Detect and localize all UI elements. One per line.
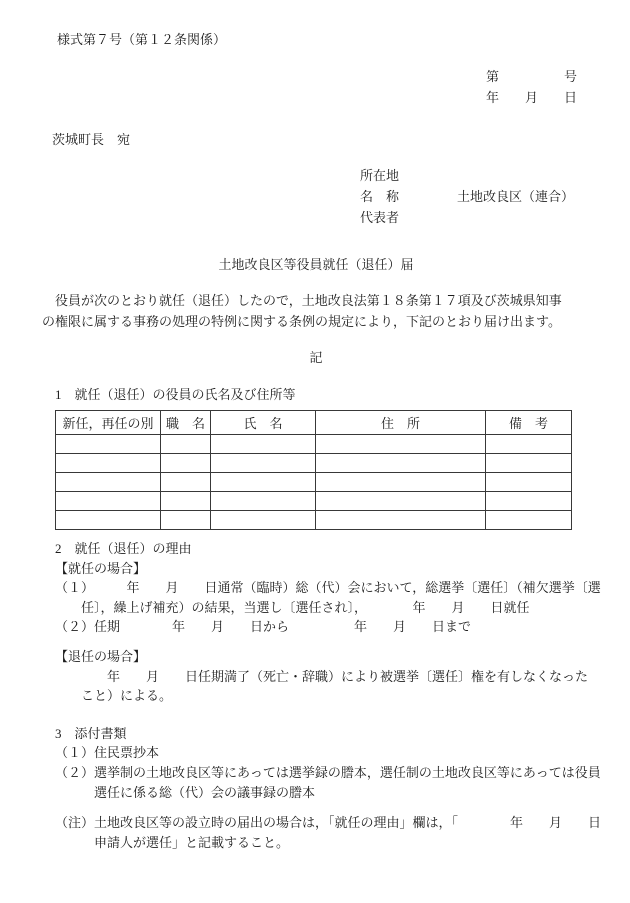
addressee: 茨城町長 宛 [52, 132, 131, 147]
table-empty-cell [211, 473, 316, 492]
table-empty-cell [316, 492, 486, 511]
table-empty-cell [161, 435, 211, 454]
table-empty-cell [56, 492, 161, 511]
note-line: （注）土地改良区等の設立時の届出の場合は，「就任の理由」欄は，「 年 月 日 [55, 815, 602, 831]
retirement-reason-line: こと）による。 [55, 688, 173, 704]
retirement-case-label: 【退任の場合】 [55, 648, 147, 664]
body-paragraph [42, 291, 602, 332]
table-empty-cell [316, 454, 486, 473]
table-row [56, 454, 572, 473]
sender-name-line [360, 186, 602, 207]
table-header-cell: 住 所 [316, 411, 486, 435]
table-empty-cell [56, 435, 161, 454]
table-empty-cell [161, 492, 211, 511]
table-empty-cell [211, 511, 316, 530]
table-empty-cell [486, 473, 572, 492]
retirement-reason-line: 年 月 日任期満了（死亡・辞職）により被選挙〔選任〕権を有しなくなった [55, 668, 589, 684]
document-number-block [55, 66, 577, 108]
officers-table [55, 410, 572, 530]
table-empty-cell [56, 511, 161, 530]
sender-name-label: 名 称 [360, 189, 400, 204]
sender-block [360, 165, 602, 228]
section3-heading: 3 添付書類 [55, 725, 127, 741]
table-empty-cell [486, 454, 572, 473]
table-empty-cell [316, 473, 486, 492]
table-empty-cell [211, 492, 316, 511]
inauguration-item2-term: （２）任期 年 月 日から 年 月 日まで [55, 619, 472, 635]
note-line: 申請人が選任」と記載すること。 [55, 834, 290, 850]
body-paragraph-line: 役員が次のとおり就任（退任）したので，土地改良法第１８条第１７項及び茨城県知事 [42, 293, 562, 308]
table-header-cell: 職 名 [161, 411, 211, 435]
table-row [56, 473, 572, 492]
retirement-case [55, 647, 602, 706]
form-number: 様式第７号（第１２条関係） [57, 32, 227, 47]
document-number-line: 第 号 [485, 69, 577, 84]
section2-reason [55, 539, 602, 637]
table-empty-cell [486, 435, 572, 454]
attachment-item: （１）住民票抄本 [55, 745, 160, 761]
table-row [56, 492, 572, 511]
table-empty-cell [211, 435, 316, 454]
date-line: 年 月 日 [485, 90, 577, 105]
table-empty-cell [161, 511, 211, 530]
table-header-row [56, 411, 572, 435]
table-header-cell: 氏 名 [211, 411, 316, 435]
table-empty-cell [56, 473, 161, 492]
section3-attachments [55, 724, 602, 802]
sender-representative-label: 代表者 [360, 210, 400, 225]
section1-heading: 1 就任（退任）の役員の氏名及び住所等 [55, 387, 296, 402]
table-row [56, 435, 572, 454]
sender-location-label: 所在地 [360, 168, 400, 183]
note-block [55, 813, 602, 852]
table-header-cell: 新任，再任の別 [56, 411, 161, 435]
attachment-item: 選任に係る総（代）会の議事録の謄本 [55, 784, 316, 800]
inauguration-case-label: 【就任の場合】 [55, 560, 147, 576]
document-title: 土地改良区等役員就任（退任）届 [218, 257, 414, 272]
attachment-item: （２）選挙制の土地改良区等にあっては選挙録の謄本，選任制の土地改良区等にあっては役員 [55, 764, 601, 780]
table-empty-cell [161, 473, 211, 492]
table-empty-cell [316, 435, 486, 454]
table-empty-cell [161, 454, 211, 473]
table-empty-cell [486, 511, 572, 530]
record-marker: 記 [309, 350, 323, 365]
table-empty-cell [486, 492, 572, 511]
section2-heading: 2 就任（退任）の理由 [55, 541, 192, 556]
table-header-cell: 備 考 [486, 411, 572, 435]
body-paragraph-line: の権限に属する事務の処理の特例に関する条例の規定により，下記のとおり届け出ます。 [42, 313, 561, 329]
sender-name-value: 土地改良区（連合） [457, 189, 575, 204]
inauguration-item1-line: 任〕，繰上げ補充）の結果，当選し〔選任され〕， 年 月 日就任 [55, 599, 530, 615]
table-empty-cell [56, 454, 161, 473]
inauguration-item1-line: （１） 年 月 日通常（臨時）総（代）会において，総選挙〔選任〕（補欠選挙〔選 [55, 580, 601, 596]
table-row [56, 511, 572, 530]
table-empty-cell [316, 511, 486, 530]
table-empty-cell [211, 454, 316, 473]
